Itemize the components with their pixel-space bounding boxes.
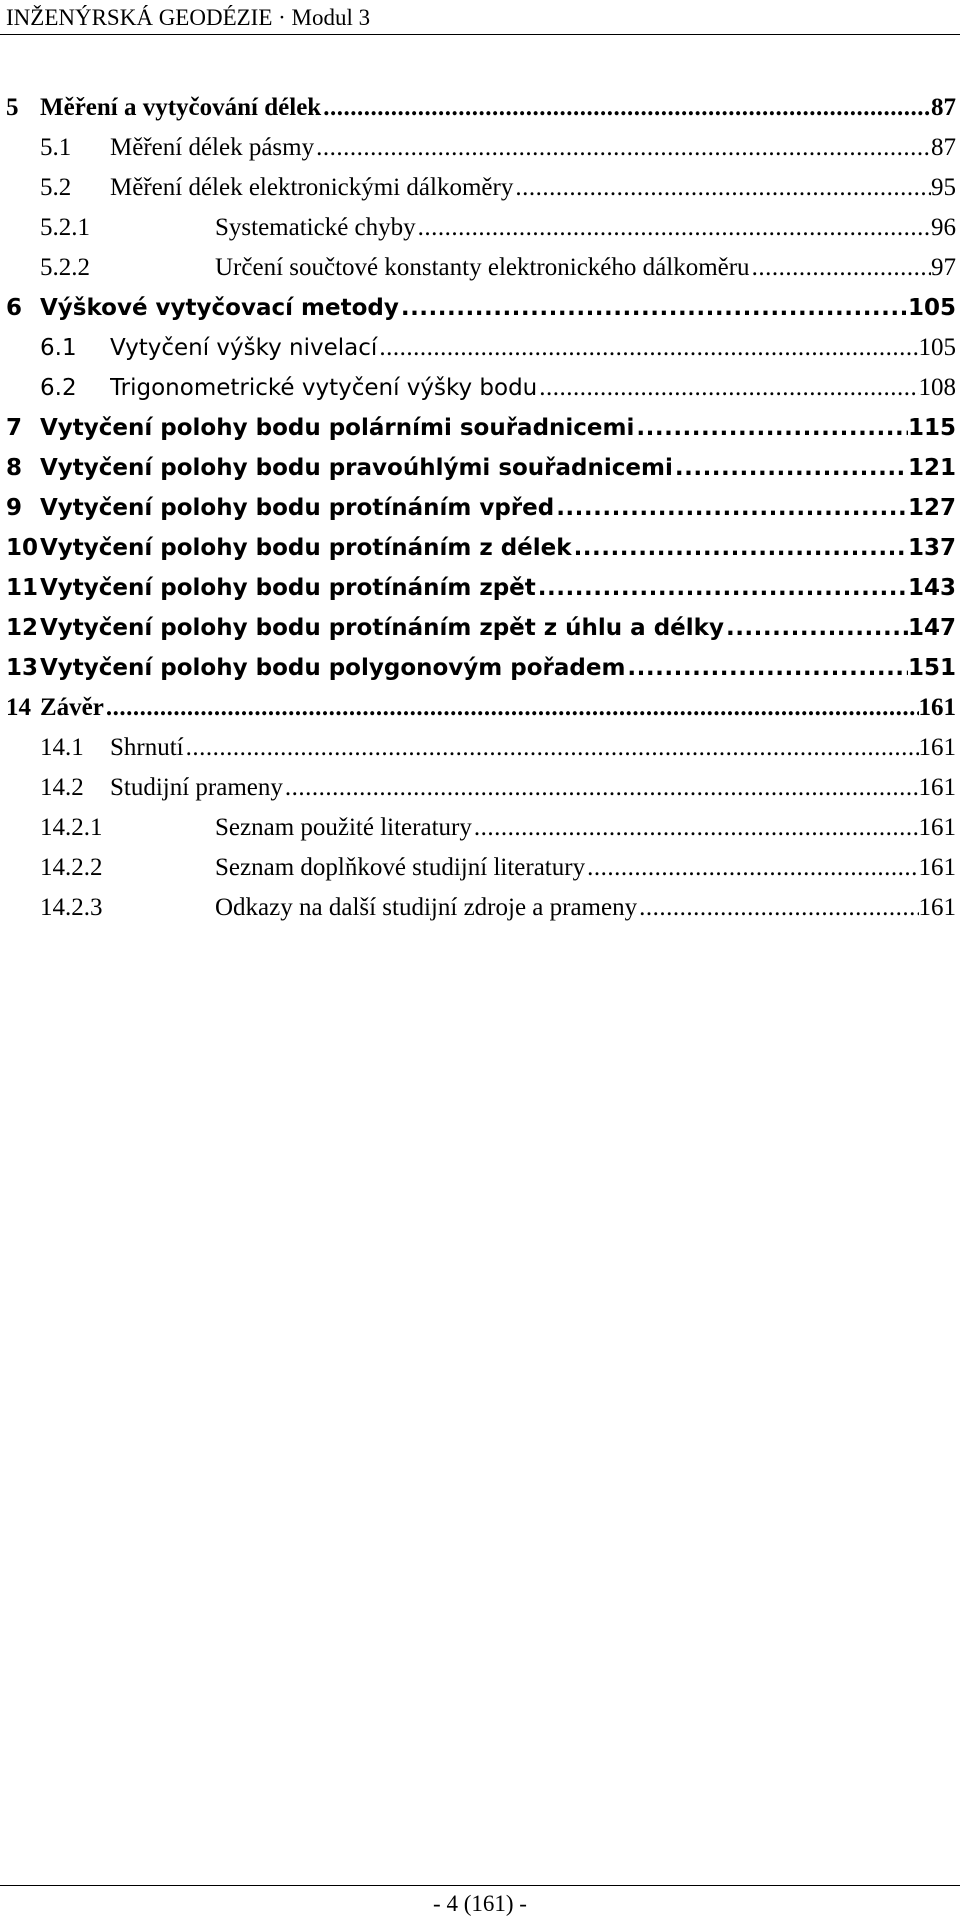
toc-entry-14-2-1[interactable] bbox=[0, 808, 960, 848]
toc-entry-12[interactable] bbox=[0, 608, 960, 648]
toc-number: 7 bbox=[6, 415, 23, 441]
toc-entry-6-2[interactable] bbox=[0, 368, 960, 408]
toc-page-number: 108 bbox=[918, 374, 956, 401]
toc-page-number: 121 bbox=[907, 455, 956, 481]
toc-page-number: 161 bbox=[918, 734, 956, 761]
toc-number: 6 bbox=[6, 295, 23, 321]
toc-page-number: 105 bbox=[907, 295, 956, 321]
toc-number: 8 bbox=[6, 455, 23, 481]
toc-title: Vytyčení výšky nivelací bbox=[110, 335, 378, 361]
toc-title: Vytyčení polohy bodu protínáním vpřed bbox=[40, 495, 555, 521]
toc-title: Měření délek pásmy bbox=[110, 134, 315, 161]
toc-entry-5[interactable] bbox=[0, 88, 960, 128]
dot-leader bbox=[572, 528, 908, 568]
toc-entry-13[interactable] bbox=[0, 648, 960, 688]
toc-entry-6-1[interactable] bbox=[0, 328, 960, 368]
toc-entry-6[interactable] bbox=[0, 288, 960, 328]
dot-leader bbox=[283, 768, 919, 808]
toc-number: 14.2.2 bbox=[40, 854, 103, 881]
toc-number: 14 bbox=[6, 694, 31, 721]
dot-leader bbox=[377, 328, 918, 368]
toc-page-number: 127 bbox=[907, 495, 956, 521]
toc-number: 14.2 bbox=[40, 774, 84, 801]
toc-number: 9 bbox=[6, 495, 23, 521]
toc-title: Vytyčení polohy bodu protínáním zpět z úhlu a délky bbox=[40, 615, 724, 641]
toc-entry-7[interactable] bbox=[0, 408, 960, 448]
toc-entry-14-2-3[interactable] bbox=[0, 888, 960, 928]
toc-number: 11 bbox=[6, 575, 39, 601]
toc-title: Systematické chyby bbox=[215, 214, 416, 241]
dot-leader bbox=[554, 488, 908, 528]
toc-number: 14.2.1 bbox=[40, 814, 103, 841]
toc-title: Trigonometrické vytyčení výšky bodu bbox=[110, 375, 538, 401]
toc-page-number: 97 bbox=[931, 254, 956, 281]
toc-number: 13 bbox=[6, 655, 39, 681]
toc-page-number: 161 bbox=[918, 854, 956, 881]
toc-number: 6.1 bbox=[40, 335, 77, 361]
dot-leader bbox=[314, 128, 931, 168]
toc-title: Odkazy na další studijní zdroje a prameny bbox=[215, 894, 638, 921]
toc-number: 5.1 bbox=[40, 134, 72, 161]
page-number: - 4 (161) - bbox=[433, 1891, 527, 1916]
toc-title: Vytyčení polohy bodu polygonovým pořadem bbox=[40, 655, 626, 681]
toc-entry-8[interactable] bbox=[0, 448, 960, 488]
toc-title: Měření a vytyčování délek bbox=[40, 94, 322, 121]
toc-entry-14-1[interactable] bbox=[0, 728, 960, 768]
dot-leader bbox=[585, 848, 918, 888]
dot-leader bbox=[537, 368, 918, 408]
dot-leader bbox=[184, 728, 919, 768]
dot-leader bbox=[104, 688, 919, 728]
toc-page-number: 147 bbox=[907, 615, 956, 641]
header-divider bbox=[0, 34, 960, 35]
dot-leader bbox=[637, 888, 918, 928]
toc-page-number: 115 bbox=[907, 415, 956, 441]
toc-title: Vytyčení polohy bodu pravoúhlými souřadnicemi bbox=[40, 455, 673, 481]
toc-number: 5.2.1 bbox=[40, 214, 90, 241]
toc-entry-5-2[interactable] bbox=[0, 168, 960, 208]
toc-title: Závěr bbox=[40, 694, 104, 721]
toc-number: 5.2.2 bbox=[40, 254, 90, 281]
toc-title: Měření délek elektronickými dálkoměry bbox=[110, 174, 514, 201]
toc-title: Vytyčení polohy bodu protínáním zpět bbox=[40, 575, 536, 601]
toc-entry-14-2[interactable] bbox=[0, 768, 960, 808]
dot-leader bbox=[399, 288, 908, 328]
toc-page-number: 161 bbox=[918, 894, 956, 921]
toc-entry-5-2-1[interactable] bbox=[0, 208, 960, 248]
toc-entry-5-2-2[interactable] bbox=[0, 248, 960, 288]
toc-page-number: 161 bbox=[918, 814, 956, 841]
toc-entry-14-2-2[interactable] bbox=[0, 848, 960, 888]
toc-number: 5.2 bbox=[40, 174, 72, 201]
dot-leader bbox=[416, 208, 931, 248]
toc-number: 5 bbox=[6, 94, 19, 121]
toc-page-number: 151 bbox=[907, 655, 956, 681]
toc-title: Vytyčení polohy bodu protínáním z délek bbox=[40, 535, 572, 561]
dot-leader bbox=[472, 808, 919, 848]
toc-page-number: 137 bbox=[907, 535, 956, 561]
toc-page-number: 161 bbox=[918, 694, 956, 721]
toc-page-number: 143 bbox=[907, 575, 956, 601]
toc-title: Vytyčení polohy bodu polárními souřadnicemi bbox=[40, 415, 635, 441]
running-header: INŽENÝRSKÁ GEODÉZIE · Modul 3 bbox=[6, 5, 371, 30]
dot-leader bbox=[625, 648, 908, 688]
toc-number: 6.2 bbox=[40, 375, 77, 401]
toc-entry-5-1[interactable] bbox=[0, 128, 960, 168]
dot-leader bbox=[673, 448, 908, 488]
footer-divider bbox=[0, 1885, 960, 1886]
toc-page-number: 161 bbox=[918, 774, 956, 801]
dot-leader bbox=[750, 248, 931, 288]
toc-title: Výškové vytyčovací metody bbox=[40, 295, 399, 321]
dot-leader bbox=[513, 168, 931, 208]
toc-page-number: 87 bbox=[931, 134, 956, 161]
toc-entry-10[interactable] bbox=[0, 528, 960, 568]
dot-leader bbox=[321, 88, 931, 128]
toc-entry-9[interactable] bbox=[0, 488, 960, 528]
toc-title: Shrnutí bbox=[110, 734, 184, 761]
toc-title: Určení součtové konstanty elektronického dálkoměru bbox=[215, 254, 750, 281]
dot-leader bbox=[536, 568, 908, 608]
toc-title: Studijní prameny bbox=[110, 774, 283, 801]
toc-page-number: 105 bbox=[918, 334, 956, 361]
toc-number: 14.2.3 bbox=[40, 894, 103, 921]
toc-page-number: 96 bbox=[931, 214, 956, 241]
toc-number: 10 bbox=[6, 535, 39, 561]
toc-entry-14[interactable] bbox=[0, 688, 960, 728]
dot-leader bbox=[724, 608, 908, 648]
toc-entry-11[interactable] bbox=[0, 568, 960, 608]
toc-page-number: 87 bbox=[931, 94, 956, 121]
toc-page-number: 95 bbox=[931, 174, 956, 201]
toc-number: 14.1 bbox=[40, 734, 84, 761]
toc-title: Seznam použité literatury bbox=[215, 814, 472, 841]
toc-number: 12 bbox=[6, 615, 39, 641]
dot-leader bbox=[634, 408, 908, 448]
toc-title: Seznam doplňkové studijní literatury bbox=[215, 854, 586, 881]
